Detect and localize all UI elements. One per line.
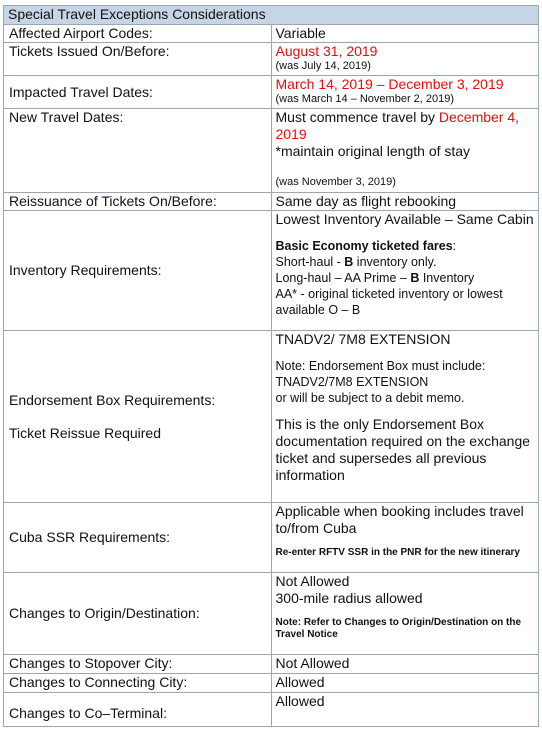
row-value-cell <box>271 109 539 193</box>
row-label: Endorsement Box Requirements: <box>9 391 216 408</box>
tickets-issued-date: August 31, 2019 <box>275 43 378 59</box>
short-haul-suffix: inventory only. <box>353 255 437 269</box>
inventory-long-haul <box>276 270 535 286</box>
row-value-cell <box>271 76 539 109</box>
origin-dest-note: Note: Refer to Changes to Origin/Destination on the Travel Notice <box>275 617 522 640</box>
row-value: Variable <box>271 25 539 43</box>
origin-dest-line2: 300-mile radius allowed <box>275 590 423 606</box>
row-value-cell <box>271 331 539 503</box>
table-header-row <box>4 6 539 25</box>
spacer <box>276 607 535 617</box>
table-row-coterminal <box>4 693 539 727</box>
row-label: Inventory Requirements: <box>4 211 272 331</box>
table-row-inventory <box>4 211 539 331</box>
row-value: Allowed <box>271 693 539 727</box>
origin-dest-line1: Not Allowed <box>275 573 350 589</box>
short-haul-prefix: Short-haul - <box>275 255 345 269</box>
endorsement-note-a: Note: Endorsement Box must include: <box>275 359 486 373</box>
table-title: Special Travel Exceptions Considerations <box>4 6 539 25</box>
inventory-aa-line: AA* - original ticketed inventory or lowest available O – B <box>275 287 503 317</box>
tickets-issued-note: (was July 14, 2019) <box>275 60 371 72</box>
cuba-line1: Applicable when booking includes travel to/from Cuba <box>275 503 524 536</box>
spacer <box>276 160 535 176</box>
table-row-connecting <box>4 674 539 693</box>
row-label: New Travel Dates: <box>4 109 272 193</box>
table-row-impacted-dates <box>4 76 539 109</box>
endorsement-code: TNADV2/ 7M8 EXTENSION <box>275 331 451 347</box>
endorsement-note-c: or will be subject to a debit memo. <box>275 391 465 405</box>
impacted-dates-range: March 14, 2019 – December 3, 2019 <box>275 76 504 92</box>
row-label: Impacted Travel Dates: <box>4 76 272 109</box>
table-row-endorsement <box>4 331 539 503</box>
inventory-line1: Lowest Inventory Available – Same Cabin <box>275 211 534 227</box>
spacer <box>276 348 535 358</box>
row-label: Changes to Co–Terminal: <box>9 705 167 721</box>
row-value: Same day as flight rebooking <box>271 193 539 211</box>
row-value: Allowed <box>271 674 539 693</box>
long-haul-prefix: Long-haul – AA Prime – <box>275 271 411 285</box>
short-haul-class: B <box>344 255 354 269</box>
table-row-stopover <box>4 655 539 674</box>
row-label: Reissuance of Tickets On/Before: <box>4 193 272 211</box>
spacer <box>276 537 535 547</box>
row-value-cell <box>271 573 539 655</box>
row-label: Cuba SSR Requirements: <box>4 503 272 573</box>
table-row-airport-codes <box>4 25 539 43</box>
new-dates-prefix: Must commence travel by <box>275 109 439 125</box>
row-value-cell <box>271 43 539 76</box>
table-row-cuba <box>4 503 539 573</box>
row-label-2: Ticket Reissue Required <box>9 424 161 441</box>
cuba-note: Re-enter RFTV SSR in the PNR for the new itinerary <box>275 547 520 558</box>
long-haul-class: B <box>410 271 420 285</box>
coterminal-label-cell <box>4 693 272 727</box>
spacer <box>9 409 267 425</box>
row-value-cell <box>271 211 539 331</box>
row-label: Changes to Origin/Destination: <box>4 573 272 655</box>
endorsement-label-cell <box>4 331 272 503</box>
long-haul-suffix: Inventory <box>419 271 475 285</box>
inventory-heading-colon: : <box>452 239 457 253</box>
table-row-new-travel-dates <box>4 109 539 193</box>
new-dates-was-note: (was November 3, 2019) <box>275 176 396 188</box>
travel-exceptions-table <box>3 5 539 727</box>
spacer <box>276 406 535 416</box>
row-value: Not Allowed <box>271 655 539 674</box>
row-value-cell <box>271 503 539 573</box>
inventory-heading-line <box>276 238 535 254</box>
table-row-tickets-issued <box>4 43 539 76</box>
inventory-short-haul <box>276 254 535 270</box>
row-label: Changes to Connecting City: <box>4 674 272 693</box>
new-dates-stay-note: *maintain original length of stay <box>275 143 471 159</box>
endorsement-paragraph: This is the only Endorsement Box documentation required on the exchange ticket and supersedes all previous information <box>275 416 531 483</box>
impacted-dates-note: (was March 14 – November 2, 2019) <box>275 93 455 105</box>
endorsement-note-b: TNADV2/7M8 EXTENSION <box>275 375 429 389</box>
new-dates-date: December 4, 2019 <box>275 109 520 142</box>
row-label: Tickets Issued On/Before: <box>4 43 272 76</box>
table-row-origin-destination <box>4 573 539 655</box>
table-row-reissuance <box>4 193 539 211</box>
row-label: Affected Airport Codes: <box>4 25 272 43</box>
spacer <box>276 228 535 238</box>
row-label: Changes to Stopover City: <box>4 655 272 674</box>
inventory-heading: Basic Economy ticketed fares <box>275 239 453 253</box>
